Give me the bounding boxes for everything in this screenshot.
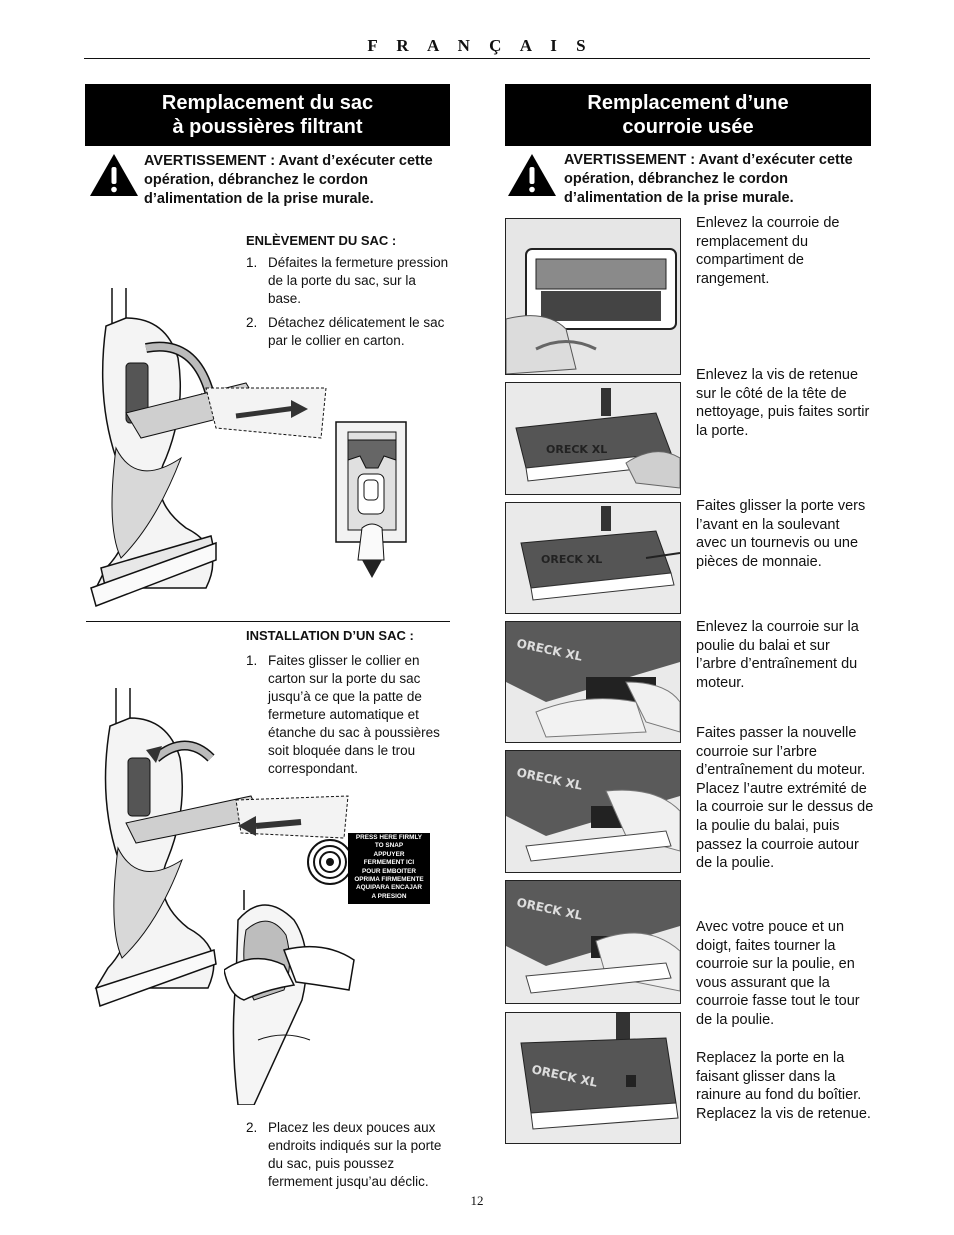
warning-icon	[88, 152, 140, 198]
section-divider	[86, 621, 450, 622]
instruction-5: Faites passer la nouvelle courroie sur l’arbre d’entraînement du moteur. Placez l’autre extrémité de la courroie sur le dessus de la poulie du balai, puis passez la courroie autour de la poulie.	[696, 725, 874, 872]
step-number: 2.	[246, 1120, 258, 1135]
step-text: Détachez délicatement le sac par le collier en carton.	[268, 315, 445, 348]
page-number: 12	[470, 1193, 484, 1208]
label-line: A PRESION	[371, 892, 407, 900]
label-line: AQUIPARA ENCAJAR	[355, 884, 423, 892]
left-banner-line1: Remplacement du sac	[161, 92, 374, 114]
instruction-1: Enlevez la courroie de remplacement du compartiment de rangement.	[696, 215, 840, 287]
label-line: PRESS HERE FIRMLY	[355, 834, 423, 841]
photo-storage-compartment	[505, 218, 681, 375]
photo-rotate-belt	[505, 880, 681, 1004]
label-line: FERMEMENT ICI	[363, 859, 415, 867]
photo-slide-door	[505, 502, 681, 614]
bag-door-detail-illustration	[334, 420, 414, 586]
label-line: APPUYER	[373, 850, 405, 858]
right-banner-line1: Remplacement d’une	[587, 92, 789, 114]
step-number: 1.	[246, 255, 258, 270]
brand-logo-text: ORECK XL	[530, 1062, 599, 1090]
photo-replace-door	[505, 1012, 681, 1144]
brand-logo-text: ORECK XL	[546, 443, 608, 456]
brand-logo-text: ORECK XL	[515, 895, 584, 923]
step-number: 1.	[246, 653, 258, 668]
press-target-icon	[306, 838, 354, 886]
bag-removal-illustration	[86, 288, 336, 613]
label-line: TO SNAP	[374, 842, 404, 850]
brand-logo-text: ORECK XL	[515, 765, 584, 793]
brand-logo-text: ORECK XL	[541, 553, 603, 566]
step-text: Défaites la fermeture pression de la porte du sac, sur la base.	[268, 255, 449, 306]
left-banner-line2: à poussières filtrant	[172, 116, 363, 138]
photo-install-belt	[505, 750, 681, 873]
language-header: F R A N Ç A I S	[367, 36, 587, 55]
photo-remove-screw	[505, 382, 681, 495]
brand-logo-text: ORECK XL	[515, 636, 584, 664]
header-rule	[84, 58, 870, 59]
left-section-banner	[85, 84, 450, 146]
right-section-banner	[505, 84, 871, 146]
step-text: Faites glisser le collier en carton sur la porte du sac jusqu’à ce que la patte de fermeture automatique et étanche du sac à poussières soit bloquée dans le trou correspondant.	[268, 653, 440, 776]
instruction-2: Enlevez la vis de retenue sur le côté de la tête de nettoyage, puis faites sortir la porte.	[696, 367, 870, 439]
install-steps-second	[246, 1119, 451, 1197]
right-banner-line2: courroie usée	[622, 116, 754, 138]
right-warning-text: AVERTISSEMENT : Avant d’exécuter cette opération, débranchez le cordon d’alimentation de la prise murale.	[564, 152, 853, 206]
install-heading: INSTALLATION D’UN SAC :	[246, 628, 414, 643]
removal-heading: ENLÈVEMENT DU SAC :	[246, 233, 397, 248]
instruction-4: Enlevez la courroie sur la poulie du balai et sur l’arbre d’entraînement du moteur.	[696, 619, 859, 691]
instruction-3: Faites glisser la porte vers l’avant en la soulevant avec un tournevis ou une pièces de monnaie.	[696, 498, 866, 570]
instruction-6: Avec votre pouce et un doigt, faites tourner la courroie sur la poulie, en vous assurant que la courroie fasse tout le tour de la poulie.	[696, 919, 860, 1028]
photo-remove-belt	[505, 621, 681, 743]
instruction-7: Replacez la porte en la faisant glisser dans la rainure au fond du boîtier. Replacez la vis de retenue.	[696, 1050, 871, 1122]
label-line: POUR EMBOITER	[362, 867, 416, 875]
step-number: 2.	[246, 315, 258, 330]
warning-icon	[506, 152, 558, 198]
label-line: OPRIMA FIRMEMENTE	[354, 876, 424, 884]
left-warning-text: AVERTISSEMENT : Avant d’exécuter cette opération, débranchez le cordon d’alimentation de la prise murale.	[144, 153, 433, 207]
list-item	[246, 1119, 451, 1191]
step-text: Placez les deux pouces aux endroits indiqués sur la porte du sac, puis poussez fermement jusqu’au déclic.	[268, 1120, 442, 1189]
hands-pressing-illustration	[224, 890, 364, 1105]
